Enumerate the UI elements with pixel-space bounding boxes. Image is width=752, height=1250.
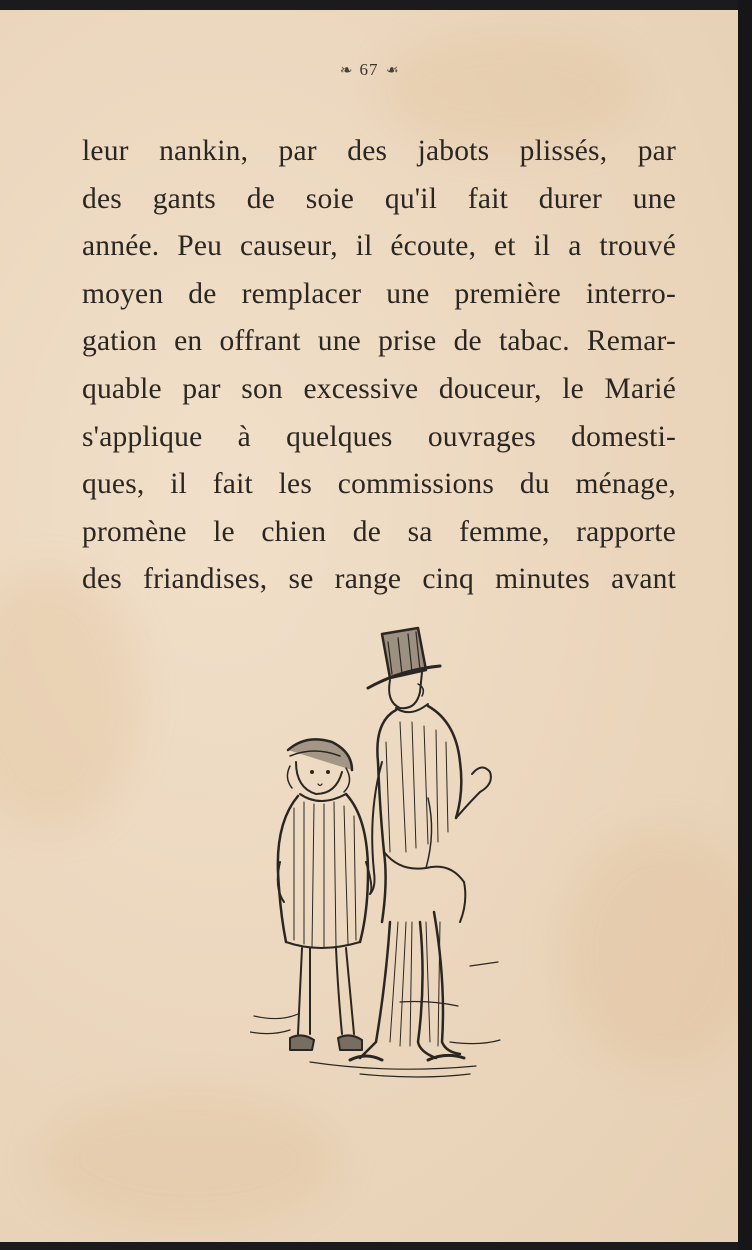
text-line: moyen de remplacer une première interro-	[82, 277, 676, 310]
text-line: promène le chien de sa femme, rapporte	[82, 515, 676, 548]
man-figure	[350, 628, 491, 1060]
paper-stain	[0, 570, 140, 830]
ground-lines	[250, 962, 500, 1077]
text-line: gation en offrant une prise de tabac. Remar-	[82, 325, 676, 358]
text-line: année. Peu causeur, il écoute, et il a trouvé	[82, 230, 676, 263]
fleuron-left-icon: ❧	[339, 63, 354, 79]
text-line: s'applique à quelques ouvrages domesti-	[82, 420, 676, 453]
paper-stain	[560, 830, 738, 1070]
book-edge-shadow	[738, 0, 752, 1250]
page-number	[0, 60, 738, 80]
text-line: des gants de soie qu'il fait durer une	[82, 182, 676, 215]
engraving-illustration	[250, 622, 510, 1082]
fleuron-right-icon: ❧	[384, 63, 399, 79]
book-page	[0, 10, 738, 1242]
body-text	[82, 128, 676, 604]
text-line: quable par son excessive douceur, le Marié	[82, 372, 676, 405]
page-number-value: 67	[359, 60, 379, 79]
text-line: leur nankin, par des jabots plissés, par	[82, 135, 676, 167]
child-figure	[278, 739, 372, 1050]
text-line: des friandises, se range cinq minutes avant	[82, 563, 676, 596]
text-line: ques, il fait les commissions du ménage,	[82, 468, 676, 501]
paper-stain	[40, 1090, 340, 1230]
